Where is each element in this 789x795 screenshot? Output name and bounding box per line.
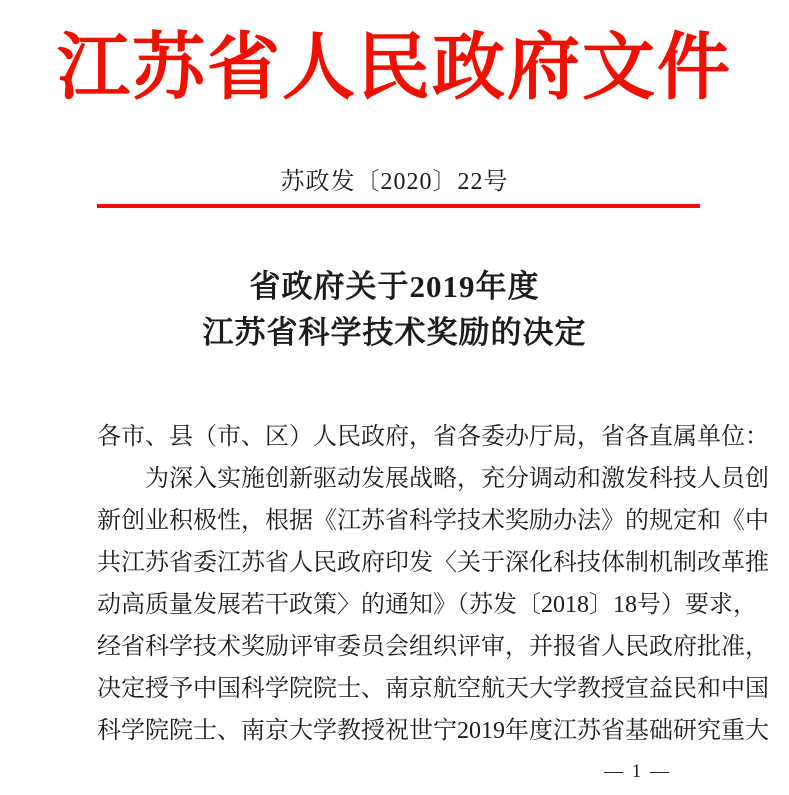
red-header-banner: 江苏省人民政府文件: [57, 27, 732, 108]
body-line: 动高质量发展若干政策〉的通知》（苏发〔2018〕18号）要求，: [97, 592, 757, 618]
body-line: 科学院院士、南京大学教授祝世宁2019年度江苏省基础研究重大: [97, 718, 769, 744]
document-title-line-2: 江苏省科学技术奖励的决定: [202, 315, 587, 350]
document-title: [0, 264, 789, 356]
body-line: 共江苏省委江苏省人民政府印发〈关于深化科技体制机制改革推: [97, 550, 769, 576]
body-line: 为深入实施创新驱动发展战略，充分调动和激发科技人员创: [145, 466, 769, 492]
red-divider-line: [97, 204, 700, 208]
body-line: 经省科学技术奖励评审委员会组织评审，并报省人民政府批准，: [97, 634, 769, 660]
body-line: 决定授予中国科学院院士、南京航空航天大学教授宣益民和中国: [97, 676, 769, 702]
salutation-line: 各市、县（市、区）人民政府，省各委办厅局，省各直属单位：: [97, 424, 769, 450]
document-title-line-1: 省政府关于2019年度: [249, 269, 540, 304]
body-line: 新创业积极性，根据《江苏省科学技术奖励办法》的规定和《中: [97, 508, 769, 534]
document-body: [97, 416, 769, 752]
page-number: — 1 —: [604, 761, 671, 782]
document-number: 苏政发〔2020〕22号: [280, 169, 509, 195]
